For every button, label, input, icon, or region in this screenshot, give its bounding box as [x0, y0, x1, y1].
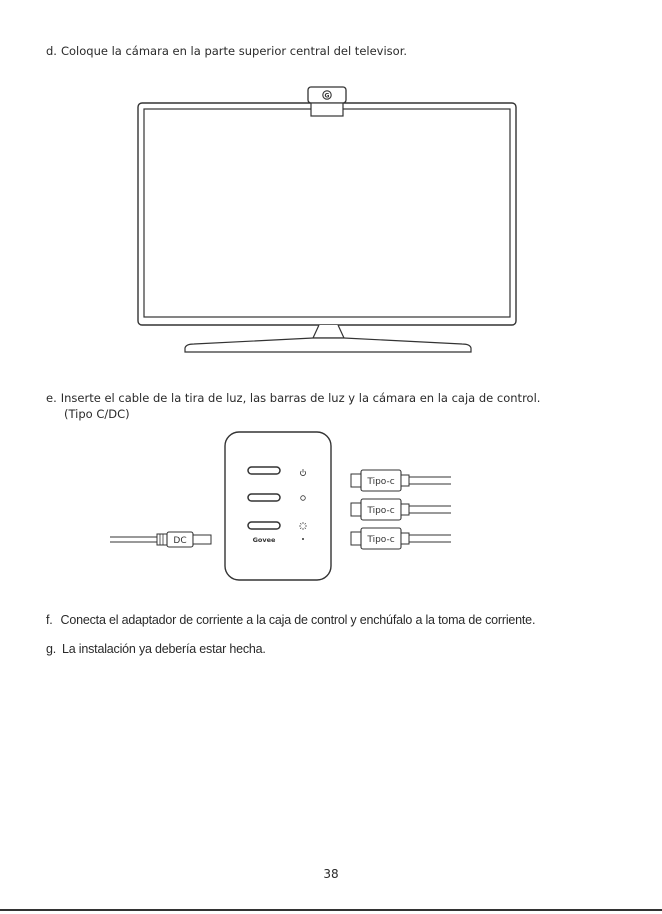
brand-logo: Govee: [252, 536, 276, 544]
step-marker: d.: [46, 44, 57, 58]
type-c-cable-1: [351, 470, 451, 491]
bottom-rule: [0, 909, 662, 911]
port-slot: [248, 494, 280, 501]
dc-label: DC: [173, 536, 187, 546]
control-box: [225, 432, 331, 580]
tv-illustration: [0, 0, 662, 360]
type-c-label: Tipo-c: [367, 477, 395, 487]
step-text: Inserte el cable de la tira de luz, las barras de luz y la cámara en la caja de control.: [60, 391, 541, 405]
indicator-dot: [302, 538, 304, 540]
step-text: Coloque la cámara en la parte superior central del televisor.: [60, 44, 408, 58]
camera-icon: [308, 87, 346, 116]
step-g: [46, 642, 266, 657]
type-c-label: Tipo-c: [367, 506, 395, 516]
dc-cable: [110, 532, 211, 547]
type-c-label: Tipo-c: [367, 535, 395, 545]
step-e: [46, 391, 540, 406]
step-marker: g.: [46, 642, 57, 656]
step-marker: e.: [46, 391, 57, 405]
step-marker: f.: [46, 613, 53, 627]
tv-stand-base: [185, 338, 471, 352]
tv-stand-neck: [313, 325, 344, 338]
type-c-cable-2: [351, 499, 451, 520]
tv-screen: [144, 109, 510, 317]
control-box-illustration: [0, 420, 662, 620]
port-slot: [248, 522, 280, 529]
step-text: Conecta el adaptador de corriente a la caja de control y enchúfalo a la toma de corriente.: [60, 613, 536, 627]
step-text: La instalación ya debería estar hecha.: [62, 642, 266, 656]
type-c-cable-3: [351, 528, 451, 549]
step-e-subtext: (Tipo C/DC): [64, 407, 130, 421]
camera-logo: G: [324, 92, 330, 100]
step-f: [46, 613, 535, 628]
port-slot: [248, 467, 280, 474]
page-number: 38: [323, 867, 339, 881]
